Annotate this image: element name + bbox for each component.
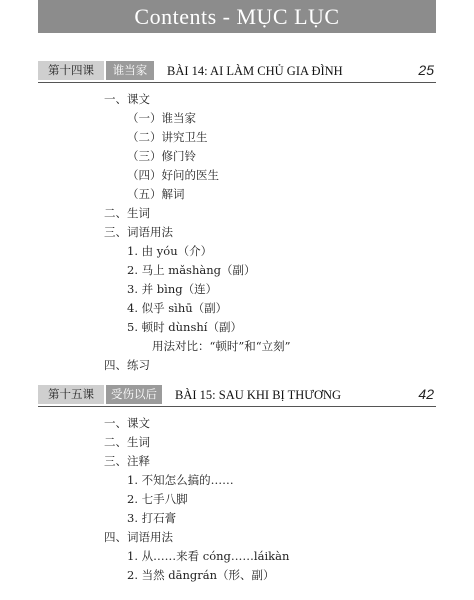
toc-entry[interactable]: 三、注释	[104, 454, 150, 468]
toc-entry[interactable]: 一、课文	[104, 92, 150, 106]
contents-banner	[38, 0, 436, 33]
toc-entry[interactable]: 3. 并 bìng（连）	[127, 282, 218, 296]
toc-entry[interactable]: 1. 从……来看 cóng……láikàn	[127, 549, 290, 563]
toc-entry[interactable]: （五）解词	[127, 187, 185, 201]
toc-entry[interactable]: （三）修门铃	[127, 149, 196, 163]
toc-entry[interactable]: 四、练习	[104, 358, 150, 372]
toc-entry[interactable]: 二、生词	[104, 206, 150, 220]
toc-entry[interactable]: （四）好问的医生	[127, 168, 219, 182]
lesson-15-chinese-title-tag: 受伤以后	[106, 385, 162, 404]
toc-entry[interactable]: 1. 由 yóu（介）	[127, 244, 213, 258]
lesson-14-header[interactable]	[38, 60, 436, 83]
toc-entry[interactable]: 二、生词	[104, 435, 150, 449]
lesson-15-title[interactable]: BÀI 15: SAU KHI BỊ THƯƠNG	[175, 388, 342, 402]
toc-entry[interactable]: （二）讲究卫生	[127, 130, 208, 144]
lesson-14-chinese-title-tag: 谁当家	[106, 61, 154, 80]
lesson-15-page-number: 42	[418, 386, 434, 402]
toc-entry[interactable]: （一）谁当家	[127, 111, 196, 125]
toc-entry[interactable]: 3. 打石膏	[127, 511, 177, 525]
lesson-15-header[interactable]	[38, 384, 436, 407]
toc-entry[interactable]: 2. 马上 mǎshàng（副）	[127, 263, 256, 277]
toc-entry[interactable]: 2. 七手八脚	[127, 492, 188, 506]
toc-entry[interactable]: 一、课文	[104, 416, 150, 430]
toc-entry[interactable]: 三、词语用法	[104, 225, 173, 239]
lesson-14-number-tag: 第十四课	[38, 61, 104, 80]
lesson-15-number-tag: 第十五课	[38, 385, 104, 404]
lesson-14-title[interactable]: BÀI 14: AI LÀM CHỦ GIA ĐÌNH	[167, 64, 343, 78]
lesson-14-page-number: 25	[418, 62, 434, 78]
toc-entry[interactable]: 5. 顿时 dùnshí（副）	[127, 320, 242, 334]
page-title: Contents - MỤC LỤC	[134, 4, 340, 29]
toc-entry[interactable]: 1. 不知怎么搞的……	[127, 473, 234, 487]
toc-entry[interactable]: 四、词语用法	[104, 530, 173, 544]
toc-entry[interactable]: 2. 当然 dāngrán（形、副）	[127, 568, 275, 582]
toc-entry[interactable]: 用法对比：“顿时”和“立刻”	[152, 339, 291, 353]
toc-entry[interactable]: 4. 似乎 sìhū（副）	[127, 301, 228, 315]
